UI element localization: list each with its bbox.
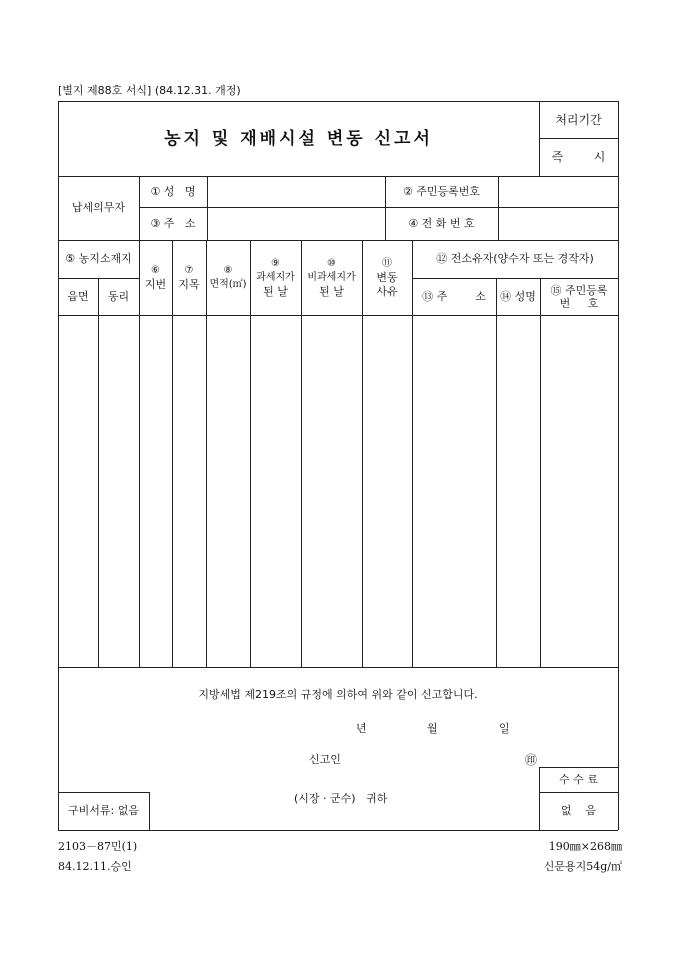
change-reason-line1: 변동 <box>376 270 398 284</box>
declaration-day: 일 <box>499 722 510 735</box>
phone-field[interactable] <box>498 207 618 240</box>
declaration-month: 월 <box>427 722 438 735</box>
address-field[interactable] <box>207 207 385 240</box>
phone-label: ④ 전 화 번 호 <box>408 216 475 230</box>
declaration-statement: 지방세법 제219조의 규정에 의하여 위와 같이 신고합니다. <box>198 688 478 701</box>
nontaxable-date-num: ⑩ <box>327 257 336 269</box>
dongri-header: 동리 <box>107 289 130 303</box>
taxable-date-line1: 과세지가 <box>256 271 295 283</box>
paper-size: 190㎜×268㎜ <box>548 840 622 853</box>
approval-date: 84.12.11.승인 <box>58 860 132 873</box>
lot-number-num: ⑥ <box>151 264 160 276</box>
fee-label: 수 수 료 <box>559 772 598 786</box>
lot-number-text: 지번 <box>144 277 167 291</box>
nontaxable-date-line1: 비과세지가 <box>307 271 356 283</box>
land-category-num: ⑦ <box>184 264 194 276</box>
change-reason-line2: 사유 <box>376 284 398 298</box>
previous-owner-address-header: ⑬ 주 소 <box>422 289 486 303</box>
area-header <box>206 240 250 315</box>
name-label: ① 성 명 <box>150 184 196 198</box>
rrn-label: ② 주민등록번호 <box>402 184 481 198</box>
seal-mark: ㊞ <box>525 753 538 767</box>
taxable-date-header <box>250 240 301 315</box>
previous-owner-rrn-line1: ⑮ 주민등록 <box>550 283 608 297</box>
name-field[interactable] <box>207 176 385 207</box>
area-num: ⑧ <box>223 264 233 276</box>
land-category-header <box>172 240 206 315</box>
lot-number-header <box>139 240 172 315</box>
rrn-field[interactable] <box>498 176 618 207</box>
previous-owner-name-header: ⑭ 성명 <box>500 289 536 303</box>
previous-owner-rrn-line2: 번 호 <box>559 296 599 310</box>
eupmyeon-header: 읍면 <box>67 289 89 303</box>
taxable-date-num: ⑨ <box>271 257 280 269</box>
nontaxable-date-line2: 된 날 <box>319 284 344 298</box>
form-reference: [별지 제88호 서식] (84.12.31. 개정) <box>58 84 241 97</box>
area-text: 면적(㎡) <box>209 278 247 290</box>
taxpayer-label: 납세의무자 <box>71 201 126 214</box>
table-body[interactable] <box>59 316 617 666</box>
form-number: 2103－87민(1) <box>58 840 138 853</box>
declaration-year: 년 <box>356 722 367 735</box>
change-reason-num: ⑪ <box>382 257 392 269</box>
taxable-date-line2: 된 날 <box>263 284 288 298</box>
change-reason-header <box>362 240 412 315</box>
form-title: 농지 및 재배시설 변동 신고서 <box>164 128 433 149</box>
processing-period-label: 처리기간 <box>555 112 602 127</box>
previous-owner-header: ⑫ 전소유자(양수자 또는 경작자) <box>436 252 594 265</box>
farmland-location-header: ⑤ 농지소재지 <box>65 252 132 265</box>
land-category-text: 지목 <box>178 277 200 291</box>
previous-owner-rrn-header <box>540 278 618 315</box>
processing-period-value: 즉 시 <box>551 150 606 164</box>
nontaxable-date-header <box>301 240 362 315</box>
addressee: (시장 · 군수) 귀하 <box>294 792 388 805</box>
paper-type: 신문용지54g/㎡ <box>543 860 622 873</box>
address-label: ③ 주 소 <box>150 216 196 230</box>
required-documents: 구비서류: 없음 <box>68 804 139 817</box>
fee-value: 없 음 <box>560 804 597 817</box>
declarant-label: 신고인 <box>309 753 341 766</box>
